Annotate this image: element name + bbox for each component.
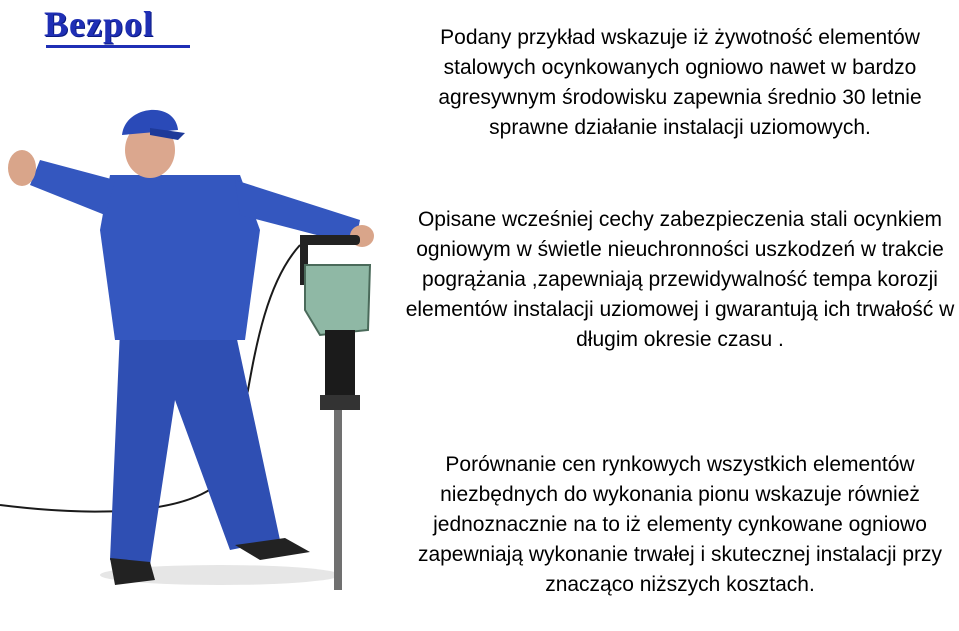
logo-underline xyxy=(46,45,190,48)
logo-text: Bezpol xyxy=(44,4,154,44)
paragraph-corrosion-predictability: Opisane wcześniej cechy zabezpieczenia stali ocynkiem ogniowym w świetle nieuchronności uszkodzeń w trakcie pogrążania ,zapewniają przewidywalność tempa korozji elementów instalacji uziomowej i gwarantują ich trwałość w długim okresie czasu . xyxy=(405,208,955,351)
paragraph-service-life: Podany przykład wskazuje iż żywotność elementów stalowych ocynkowanych ogniowo nawet w bardzo agresywnym środowisku zapewnia średnio 30 letnie sprawne działanie instalacji uziomowych. xyxy=(438,26,922,139)
bezpol-logo xyxy=(44,4,194,50)
paragraph-cost-comparison: Porównanie cen rynkowych wszystkich elementów niezbędnych do wykonania pionu wskazuje również jednoznacznie na to iż elementy cynkowane ogniowo zapewniają wykonanie trwałej i skutecznej instalacji przy znacząco niższych kosztach. xyxy=(417,453,943,596)
worker-with-jackhammer-photo xyxy=(0,95,400,631)
